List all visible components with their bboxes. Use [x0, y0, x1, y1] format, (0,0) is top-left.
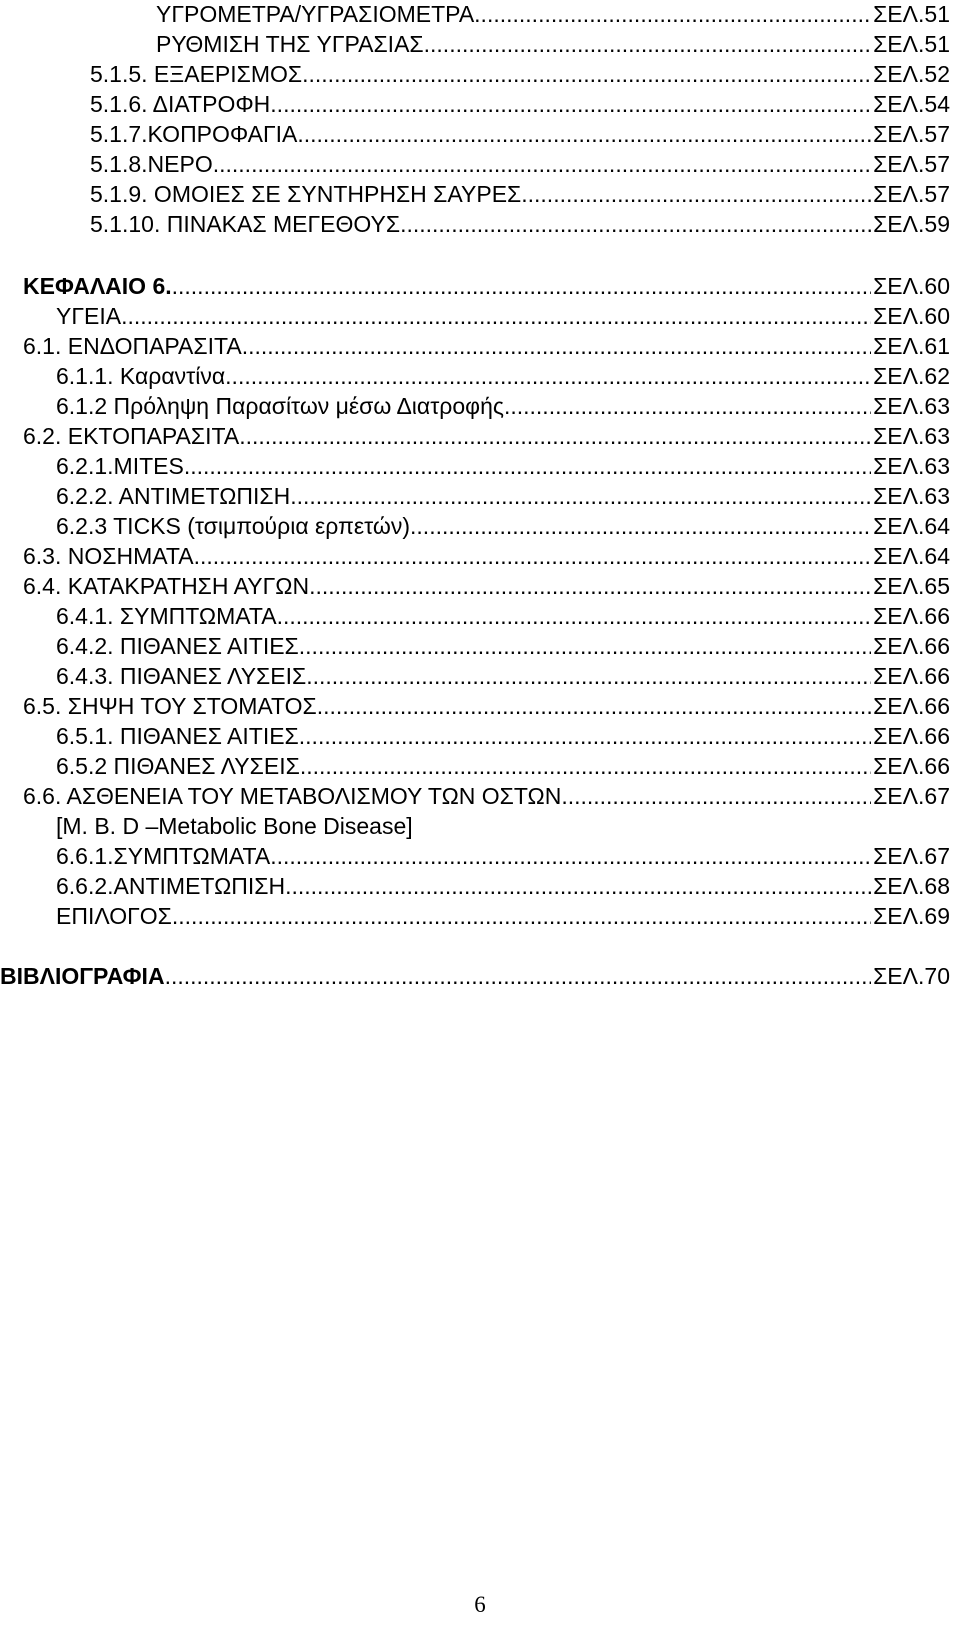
toc-entry-title: 6.2.1.MITES	[56, 453, 184, 479]
toc-entry	[56, 662, 950, 690]
toc-entry	[56, 872, 950, 900]
toc-entry	[56, 392, 950, 420]
toc-dot-leader	[302, 60, 871, 88]
toc-entry-title: 6.4.3. ΠΙΘΑΝΕΣ ΛΥΣΕΙΣ	[56, 663, 307, 689]
toc-entry-page: ΣΕΛ.51	[873, 31, 950, 57]
toc-entry	[23, 542, 950, 570]
toc-entry-page: ΣΕΛ.59	[873, 211, 950, 237]
toc-entry-title: 5.1.7.ΚΟΠΡΟΦΑΓΙΑ	[90, 121, 298, 147]
toc-entry-title: 6.2.3 TICKS (τσιμπούρια ερπετών)	[56, 513, 411, 539]
toc-entry-title: ΥΓΡΟΜΕΤΡΑ/ΥΓΡΑΣΙΟΜΕΤΡΑ	[156, 1, 475, 27]
toc-entry-title: 6.6.1.ΣΥΜΠΤΩΜΑΤΑ	[56, 843, 271, 869]
toc-entry-page: ΣΕΛ.60	[873, 303, 950, 329]
toc-entry-title: 6.3. ΝΟΣΗΜΑΤΑ	[23, 543, 194, 569]
toc-entry-title: 6.1. ΕΝΔΟΠΑΡΑΣΙΤΑ	[23, 333, 242, 359]
toc-dot-leader	[410, 512, 871, 540]
toc-entry	[156, 30, 950, 58]
toc-entry-page: ΣΕΛ.67	[873, 783, 950, 809]
toc-entry-page: ΣΕΛ.57	[873, 181, 950, 207]
toc-dot-leader	[504, 392, 871, 420]
toc-entry	[23, 782, 950, 810]
toc-dot-leader	[297, 120, 871, 148]
toc-entry	[90, 210, 950, 238]
toc-entry-title: 6.4.2. ΠΙΘΑΝΕΣ ΑΙΤΙΕΣ	[56, 633, 299, 659]
toc-dot-leader	[306, 662, 871, 690]
toc-entry	[56, 452, 950, 480]
toc-entry-page: ΣΕΛ.69	[873, 903, 950, 929]
toc-entry	[90, 90, 950, 118]
toc-dot-leader	[172, 272, 871, 300]
toc-entry-page: ΣΕΛ.64	[873, 513, 950, 539]
toc-entry	[90, 60, 950, 88]
toc-dot-leader	[561, 782, 871, 810]
toc-entry	[23, 572, 950, 600]
toc-entry-title: 6.5.2 ΠΙΘΑΝΕΣ ΛΥΣΕΙΣ	[56, 753, 300, 779]
toc-entry-page: ΣΕΛ.52	[873, 61, 950, 87]
toc-entry-title: ΡΥΘΜΙΣΗ ΤΗΣ ΥΓΡΑΣΙΑΣ	[156, 31, 424, 57]
toc-entry-page: ΣΕΛ.66	[873, 693, 950, 719]
toc-entry	[56, 482, 950, 510]
toc-entry-page: ΣΕΛ.51	[873, 1, 950, 27]
toc-entry-title: 6.4.1. ΣΥΜΠΤΩΜΑΤΑ	[56, 603, 277, 629]
toc-dot-leader	[225, 362, 871, 390]
toc-entry-title: 6.4. ΚΑΤΑΚΡΑΤΗΣΗ ΑΥΓΩΝ	[23, 573, 310, 599]
toc-entry	[56, 512, 950, 540]
toc-entry-title: 5.1.6. ΔΙΑΤΡΟΦΗ	[90, 91, 271, 117]
toc-entry-title: 6.6. ΑΣΘΕΝΕΙΑ ΤΟΥ ΜΕΤΑΒΟΛΙΣΜΟΥ ΤΩΝ ΟΣΤΩΝ	[23, 783, 562, 809]
toc-entry-title: 6.5.1. ΠΙΘΑΝΕΣ ΑΙΤΙΕΣ	[56, 723, 299, 749]
toc-entry-page: ΣΕΛ.66	[873, 753, 950, 779]
toc-entry-page: ΣΕΛ.67	[873, 843, 950, 869]
toc-entry-continuation	[56, 812, 950, 840]
toc-entry-page: ΣΕΛ.54	[873, 91, 950, 117]
toc-entry	[23, 422, 950, 450]
toc-entry	[56, 362, 950, 390]
toc-entry-page: ΣΕΛ.66	[873, 663, 950, 689]
toc-dot-leader	[300, 752, 871, 780]
toc-entry-page: ΣΕΛ.57	[873, 121, 950, 147]
toc-dot-leader	[285, 872, 871, 900]
toc-entry	[0, 962, 950, 990]
toc-dot-leader	[270, 90, 871, 118]
toc-entry	[56, 902, 950, 930]
toc-entry-page: ΣΕΛ.66	[873, 723, 950, 749]
toc-dot-leader	[213, 150, 871, 178]
toc-entry	[23, 272, 950, 300]
toc-entry-page: ΣΕΛ.62	[873, 363, 950, 389]
toc-dot-leader	[242, 332, 871, 360]
toc-chapter-title: ΚΕΦΑΛΑΙΟ 6.	[23, 273, 172, 299]
toc-dot-leader	[184, 452, 871, 480]
toc-entry	[56, 302, 950, 330]
toc-entry-title: 6.1.1. Καραντίνα	[56, 363, 226, 389]
toc-dot-leader	[165, 962, 872, 990]
toc-entry-page: ΣΕΛ.68	[873, 873, 950, 899]
toc-dot-leader	[309, 572, 871, 600]
toc-dot-leader	[424, 30, 871, 58]
toc-dot-leader	[299, 632, 871, 660]
page-number: 6	[474, 1592, 486, 1617]
toc-dot-leader	[194, 542, 872, 570]
toc-entry-page: ΣΕΛ.63	[873, 393, 950, 419]
toc-entry-title: 5.1.9. ΟΜΟΙΕΣ ΣΕ ΣΥΝΤΗΡΗΣΗ ΣΑΥΡΕΣ	[90, 181, 522, 207]
toc-entry-title: [M. B. D –Metabolic Bone Disease]	[56, 813, 413, 839]
toc-entry-page: ΣΕΛ.64	[873, 543, 950, 569]
toc-dot-leader	[317, 692, 871, 720]
toc-entry-page: ΣΕΛ.63	[873, 453, 950, 479]
toc-entry-page: ΣΕΛ.70	[873, 963, 950, 989]
toc-entry	[90, 150, 950, 178]
toc-entry	[56, 632, 950, 660]
toc-dot-leader	[270, 842, 871, 870]
toc-dot-leader	[121, 302, 871, 330]
toc-entry-title: 5.1.10. ΠΙΝΑΚΑΣ ΜΕΓΕΘΟΥΣ	[90, 211, 401, 237]
toc-entry-page: ΣΕΛ.61	[873, 333, 950, 359]
toc-dot-leader	[290, 482, 871, 510]
toc-entry-title: 5.1.5. ΕΞΑΕΡΙΣΜΟΣ	[90, 61, 303, 87]
toc-entry-title: 6.2.2. ΑΝΤΙΜΕΤΩΠΙΣΗ	[56, 483, 291, 509]
toc-entry-page: ΣΕΛ.60	[873, 273, 950, 299]
toc-chapter-title: ΒΙΒΛΙΟΓΡΑΦΙΑ	[0, 963, 165, 989]
toc-dot-leader	[239, 422, 871, 450]
toc-entry-title: ΥΓΕΙΑ	[56, 303, 122, 329]
toc-entry-page: ΣΕΛ.63	[873, 483, 950, 509]
toc-entry	[23, 692, 950, 720]
toc-entry-page: ΣΕΛ.65	[873, 573, 950, 599]
toc-entry	[23, 332, 950, 360]
toc-dot-leader	[521, 180, 871, 208]
toc-entry-title: 6.1.2 Πρόληψη Παρασίτων μέσω Διατροφής	[56, 393, 504, 419]
toc-dot-leader	[172, 902, 871, 930]
toc-entry-page: ΣΕΛ.63	[873, 423, 950, 449]
toc-entry-page: ΣΕΛ.57	[873, 151, 950, 177]
toc-entry	[56, 602, 950, 630]
toc-entry	[56, 722, 950, 750]
toc-entry	[56, 752, 950, 780]
toc-entry-page: ΣΕΛ.66	[873, 603, 950, 629]
toc-entry	[56, 842, 950, 870]
toc-entry	[90, 180, 950, 208]
toc-dot-leader	[299, 722, 871, 750]
toc-entry	[156, 0, 950, 28]
toc-dot-leader	[277, 602, 872, 630]
toc-entry-page: ΣΕΛ.66	[873, 633, 950, 659]
toc-entry-title: 6.5. ΣΗΨΗ ΤΟΥ ΣΤΟΜΑΤΟΣ	[23, 693, 317, 719]
toc-entry	[90, 120, 950, 148]
toc-entry-title: 5.1.8.ΝΕΡΟ	[90, 151, 213, 177]
toc-entry-title: 6.2. ΕΚΤΟΠΑΡΑΣΙΤΑ	[23, 423, 240, 449]
toc-dot-leader	[474, 0, 871, 28]
toc-dot-leader	[400, 210, 871, 238]
toc-entry-title: 6.6.2.ΑΝΤΙΜΕΤΩΠΙΣΗ	[56, 873, 286, 899]
toc-entry-title: ΕΠΙΛΟΓΟΣ	[56, 903, 172, 929]
